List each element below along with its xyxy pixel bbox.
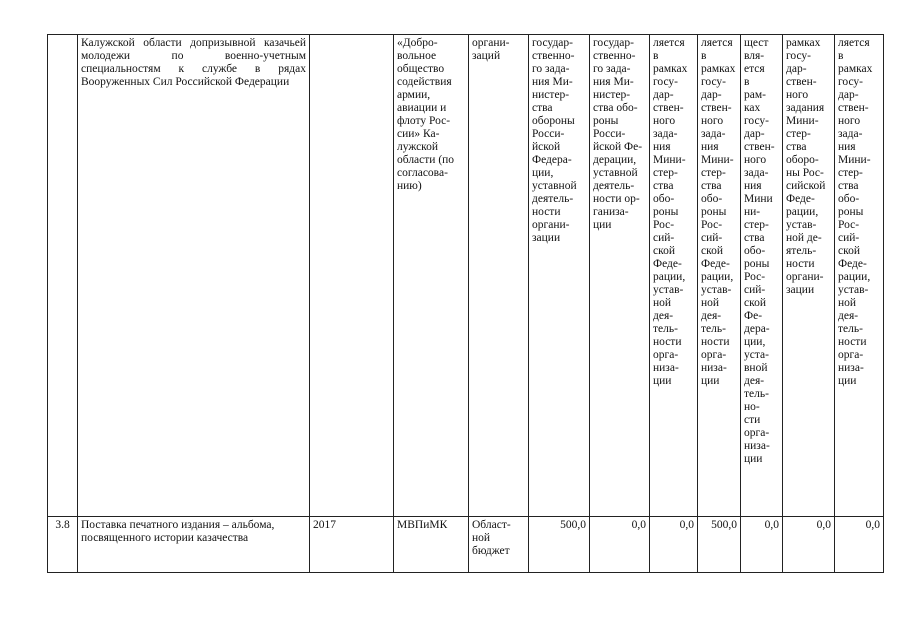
value-cell: рамках госу- дар- ствен- ного задания Мини- стер- ства оборо- ны Рос- сийской Феде- рации, устав- ной де- ятель- ности органи- зации — [783, 35, 835, 517]
value-cell: щест вля- ется в рам- ках госу- дар- ствен- ного зада- ния Мини ни- стер- ства обо- роны Рос- сий- ской Фе- дера- ции, уста- вной дея- тель- но- сти орга- низа- ции — [741, 35, 783, 517]
value-cell: 0,0 — [783, 517, 835, 573]
value-cell: 0,0 — [741, 517, 783, 573]
description-cell: Калужской области допризывной казачьей молодежи по военно-учетным специальностям к службе в рядах Вооруженных Сил Российской Федерации — [78, 35, 310, 517]
funding-source-cell: Област- ной бюджет — [469, 517, 529, 573]
value-cell: государ- ственно- го зада- ния Ми- нистер- ства обороны Росси- йской Федера- ции, уставной деятель- ности органи- зации — [529, 35, 590, 517]
value-cell: 500,0 — [698, 517, 741, 573]
value-cell: ляется в рамках госу- дар- ствен- ного зада- ния Мини- стер- ства обо- роны Рос- сий- ской Феде- рации, устав- ной дея- тель- ности орга- низа- ции — [835, 35, 884, 517]
executor-cell: МВПиМК — [394, 517, 469, 573]
funding-source-cell: органи- заций — [469, 35, 529, 517]
value-cell: 0,0 — [650, 517, 698, 573]
value-cell: ляется в рамках госу- дар- ствен- ного зада- ния Мини- стер- ства обо- роны Рос- сий- ской Феде- рации, устав- ной дея- тель- ности орга- низа- ции — [698, 35, 741, 517]
row-number-cell: 3.8 — [48, 517, 78, 573]
executor-cell: «Добро- вольное общество содействия армии, авиации и флоту Рос- сии» Ка- лужской области (по согласова- нию) — [394, 35, 469, 517]
value-cell: 500,0 — [529, 517, 590, 573]
table-row — [48, 35, 884, 517]
year-cell: 2017 — [310, 517, 394, 573]
table-row — [48, 517, 884, 573]
value-cell: ляется в рамках госу- дар- ствен- ного зада- ния Мини- стер- ства обо- роны Рос- сий- ской Феде- рации, устав- ной дея- тель- ности орга- низа- ции — [650, 35, 698, 517]
year-cell — [310, 35, 394, 517]
value-cell: государ- ственно- го зада- ния Ми- нистер- ства обо- роны Росси- йской Фе- дерации, уставной деятель- ности ор- ганиза- ции — [590, 35, 650, 517]
row-number-cell — [48, 35, 78, 517]
description-cell: Поставка печатного издания – альбома, посвященного истории казачества — [78, 517, 310, 573]
program-table — [47, 34, 884, 573]
value-cell: 0,0 — [835, 517, 884, 573]
value-cell: 0,0 — [590, 517, 650, 573]
